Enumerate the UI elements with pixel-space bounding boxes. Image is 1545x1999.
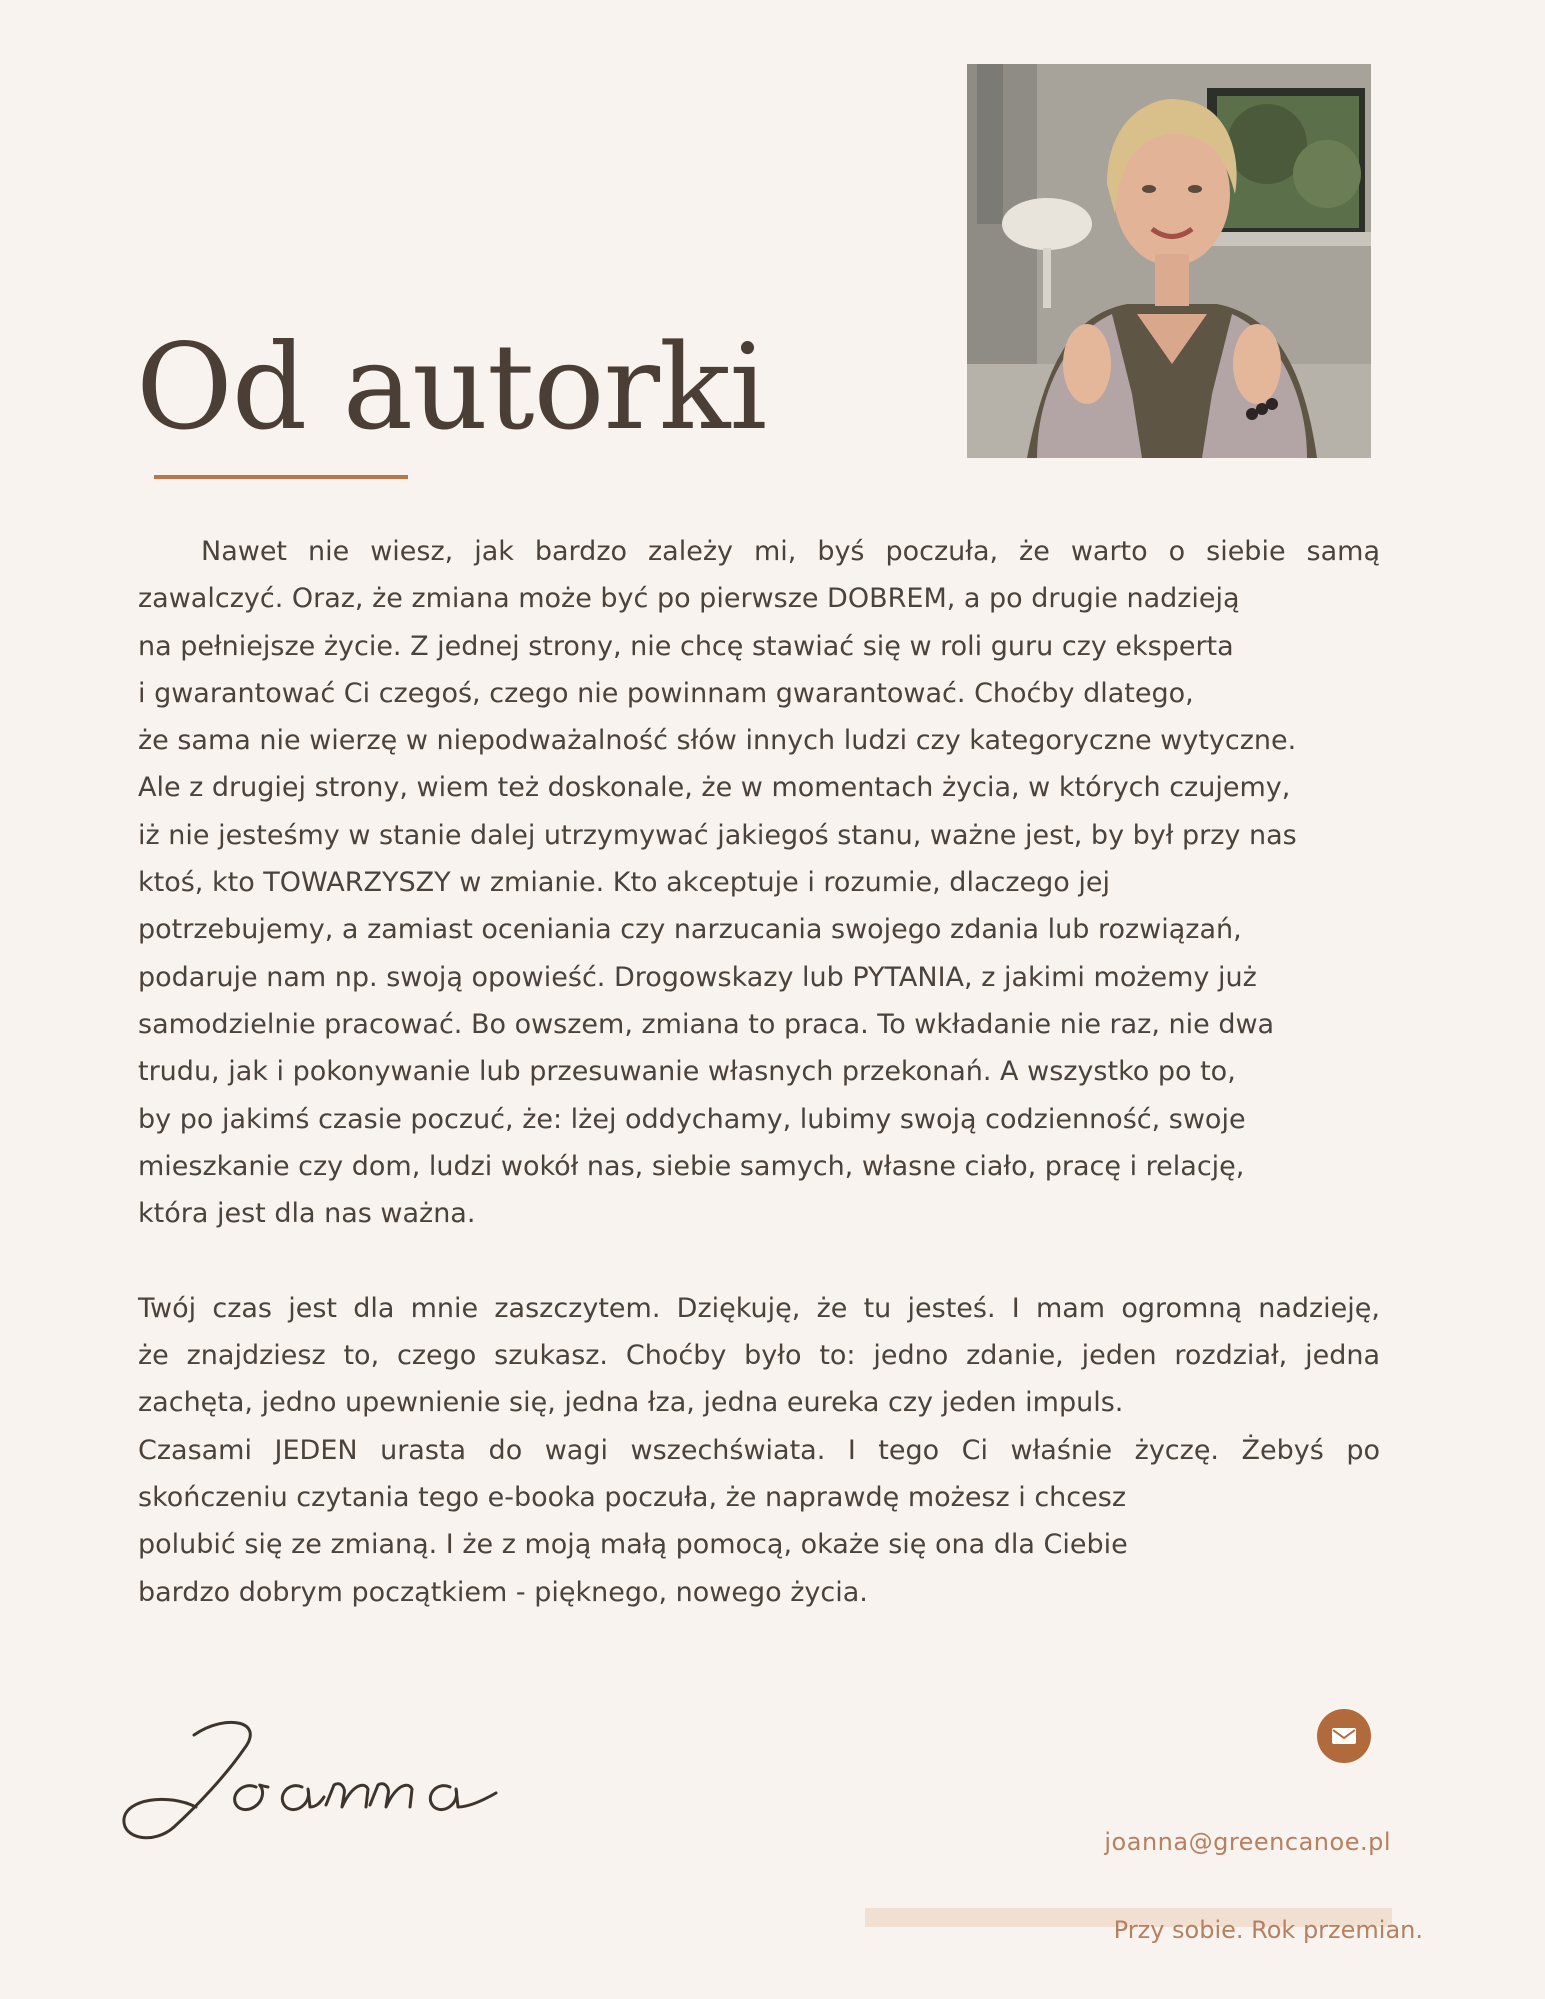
paragraph-2-line-7: bardzo dobrym początkiem - pięknego, nowego życia.	[138, 1576, 868, 1608]
paragraph-1-line-1: Nawet nie wiesz, jak bardzo zależy mi, byś poczuła, że warto o siebie samą	[201, 536, 1380, 567]
signature-handwriting	[116, 1715, 516, 1845]
paragraph-1-line-7: iż nie jesteśmy w stanie dalej utrzymywać jakiegoś stanu, ważne jest, by był przy nas	[138, 819, 1297, 851]
paragraph-2-line-5: skończeniu czytania tego e-booka poczuła, że naprawdę możesz i chcesz	[138, 1481, 1126, 1513]
signature	[116, 1715, 516, 1845]
paragraph-1-line-2: zawalczyć. Oraz, że zmiana może być po pierwsze DOBREM, a po drugie nadzieją	[138, 583, 1240, 615]
paragraph-2-line-3: zachęta, jedno upewnienie się, jedna łza, jedna eureka czy jeden impuls.	[138, 1387, 1124, 1419]
page-title: Od autorki	[136, 318, 767, 456]
paragraph-gap	[138, 1237, 1380, 1284]
email-badge[interactable]	[1317, 1709, 1371, 1763]
paragraph-1-line-5: że sama nie wierzę w niepodważalność słów innych ludzi czy kategoryczne wytyczne.	[138, 725, 1297, 757]
paragraph-1-line-8: ktoś, kto TOWARZYSZY w zmianie. Kto akceptuje i rozumie, dlaczego jej	[138, 867, 1110, 899]
email-link[interactable]: joanna@greencanoe.pl	[1104, 1828, 1391, 1856]
paragraph-1-line-9: potrzebujemy, a zamiast oceniania czy narzucania swojego zdania lub rozwiązań,	[138, 914, 1242, 946]
paragraph-2-line-6: polubić się ze zmianą. I że z moją małą pomocą, okaże się ona dla Ciebie	[138, 1529, 1128, 1561]
paragraph-1-line-13: by po jakimś czasie poczuć, że: lżej oddychamy, lubimy swoją codzienność, swoje	[138, 1103, 1246, 1135]
author-photo	[967, 64, 1371, 458]
author-photo-image	[967, 64, 1371, 458]
paragraph-2-line-2: że znajdziesz to, czego szukasz. Choćby było to: jedno zdanie, jeden rozdział, jedna	[138, 1340, 1380, 1372]
paragraph-2-line-4: Czasami JEDEN urasta do wagi wszechświata. I tego Ci właśnie życzę. Żebyś po	[138, 1434, 1380, 1466]
paragraph-1-line-15: która jest dla nas ważna.	[138, 1198, 476, 1230]
author-letter	[138, 528, 1380, 1616]
paragraph-1-line-12: trudu, jak i pokonywanie lub przesuwanie własnych przekonań. A wszystko po to,	[138, 1056, 1236, 1088]
paragraph-2-line-1: Twój czas jest dla mnie zaszczytem. Dziękuję, że tu jesteś. I mam ogromną nadzieję,	[138, 1292, 1380, 1324]
paragraph-1-line-3: na pełniejsze życie. Z jednej strony, nie chcę stawiać się w roli guru czy eksperta	[138, 630, 1234, 662]
paragraph-1-line-4: i gwarantować Ci czegoś, czego nie powinnam gwarantować. Choćby dlatego,	[138, 677, 1194, 709]
paragraph-1-line-14: mieszkanie czy dom, ludzi wokół nas, siebie samych, własne ciało, pracę i relację,	[138, 1150, 1245, 1182]
paragraph-1-line-10: podaruje nam np. swoją opowieść. Drogowskazy lub PYTANIA, z jakimi możemy już	[138, 961, 1257, 993]
paragraph-1-line-11: samodzielnie pracować. Bo owszem, zmiana to praca. To wkładanie nie raz, nie dwa	[138, 1008, 1275, 1040]
envelope-icon	[1331, 1726, 1357, 1746]
footer-tagline: Przy sobie. Rok przemian.	[1113, 1916, 1423, 1944]
paragraph-1-line-6: Ale z drugiej strony, wiem też doskonale, że w momentach życia, w których czujemy,	[138, 772, 1291, 804]
title-underline	[154, 475, 408, 479]
